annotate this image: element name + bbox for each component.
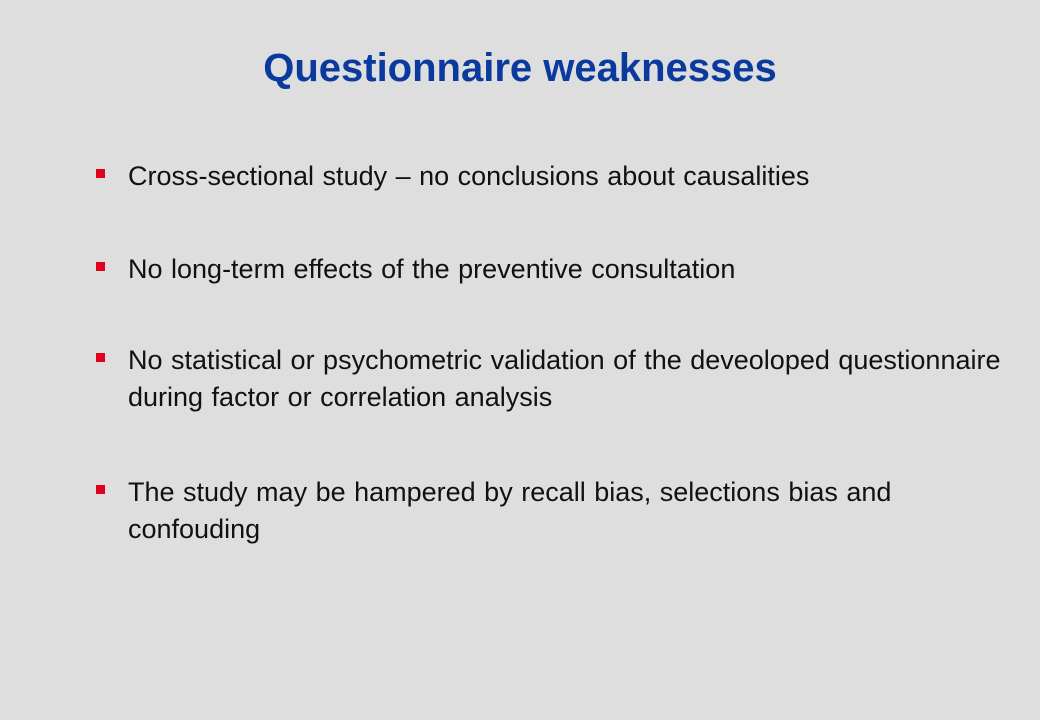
bullet-text: The study may be hampered by recall bias, selections bias and confouding [128,477,892,544]
square-bullet-icon [96,353,105,362]
square-bullet-icon [96,262,105,271]
bullet-text: Cross-sectional study – no conclusions about causalities [128,161,810,191]
bullet-text: No long-term effects of the preventive consultation [128,254,736,284]
bullet-text: No statistical or psychometric validation of the deveoloped questionnaire during factor or correlation analysis [128,345,1001,412]
square-bullet-icon [96,169,105,178]
square-bullet-icon [96,485,105,494]
slide-title: Questionnaire weaknesses [263,46,777,90]
